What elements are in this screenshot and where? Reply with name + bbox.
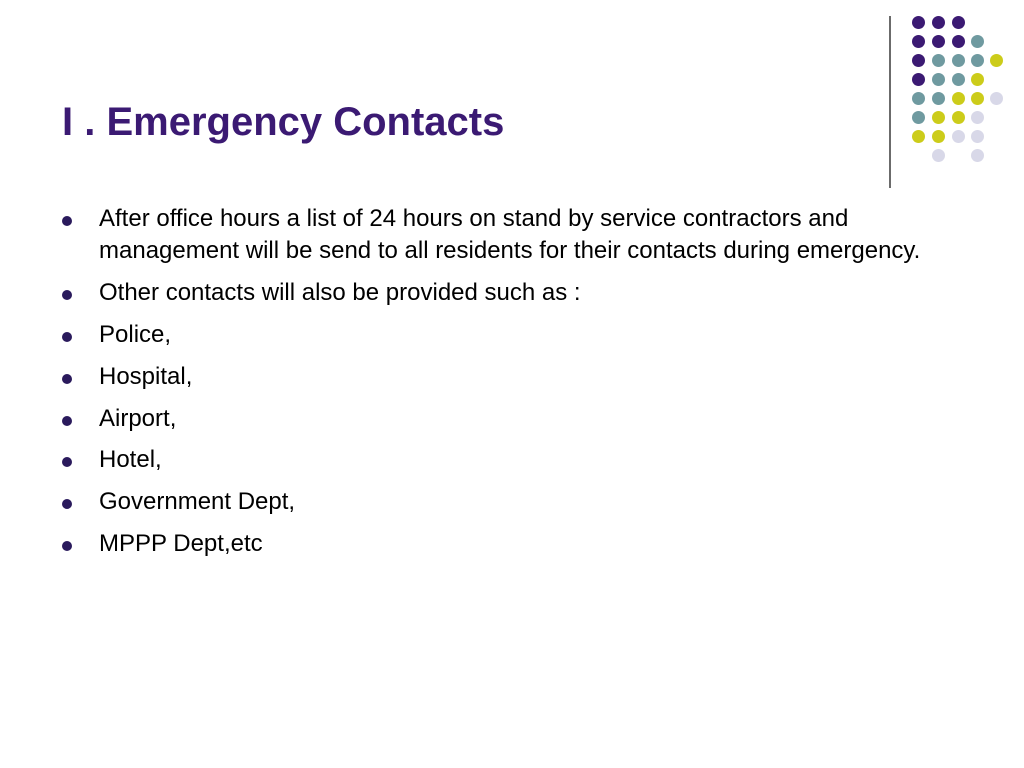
slide-title: I . Emergency Contacts [62, 100, 505, 144]
bullet-item [62, 528, 982, 560]
decorative-dot [912, 73, 925, 86]
bullet-text: Police, [99, 320, 172, 348]
decorative-dot [932, 73, 945, 86]
decorative-dot [932, 111, 945, 124]
bullet-text: Government Dept, [99, 488, 296, 516]
bullet-dot-icon [62, 332, 72, 342]
decorative-dot [932, 149, 945, 162]
bullet-text: Other contacts will also be provided such as : [99, 278, 581, 306]
decorative-dot [971, 73, 984, 86]
decorative-dot [952, 73, 965, 86]
bullet-dot-icon [62, 216, 72, 226]
decorative-dot [952, 111, 965, 124]
decorative-dot [952, 35, 965, 48]
bullet-item [62, 403, 982, 435]
bullet-dot-icon [62, 416, 72, 426]
bullet-item [62, 486, 982, 518]
bullet-item [62, 361, 982, 393]
bullet-item [62, 203, 982, 267]
decorative-dot [932, 92, 945, 105]
bullet-text: Airport, [99, 404, 177, 432]
decorative-dot [932, 54, 945, 67]
decorative-dot [952, 54, 965, 67]
bullet-dot-icon [62, 541, 72, 551]
decorative-dot [971, 111, 984, 124]
decorative-dot [912, 16, 925, 29]
bullet-item [62, 444, 982, 476]
decorative-dot [971, 149, 984, 162]
bullet-dot-icon [62, 499, 72, 509]
vertical-divider [889, 16, 891, 188]
decorative-dot [912, 92, 925, 105]
bullet-text: Hotel, [99, 446, 162, 474]
bullet-dot-icon [62, 290, 72, 300]
decorative-dot [971, 54, 984, 67]
decorative-dot [971, 35, 984, 48]
bullet-text: After office hours a list of 24 hours on stand by service contractors and management will be send to all residents for their contacts during emergency. [99, 205, 921, 264]
bullet-text: MPPP Dept,etc [99, 530, 263, 558]
bullet-list [62, 203, 982, 570]
decorative-dot [952, 130, 965, 143]
decorative-dot [971, 92, 984, 105]
bullet-dot-icon [62, 457, 72, 467]
decorative-dot [952, 92, 965, 105]
decorative-dot [912, 54, 925, 67]
decorative-dot [912, 130, 925, 143]
decorative-dot [990, 54, 1003, 67]
decorative-dot [990, 92, 1003, 105]
bullet-text: Hospital, [99, 362, 193, 390]
decorative-dot [932, 16, 945, 29]
bullet-item [62, 319, 982, 351]
bullet-dot-icon [62, 374, 72, 384]
decorative-dot [971, 130, 984, 143]
decorative-dot [952, 16, 965, 29]
decorative-dot [932, 130, 945, 143]
decorative-dot [912, 35, 925, 48]
decorative-dot [912, 111, 925, 124]
bullet-item [62, 277, 982, 309]
decorative-dot [932, 35, 945, 48]
